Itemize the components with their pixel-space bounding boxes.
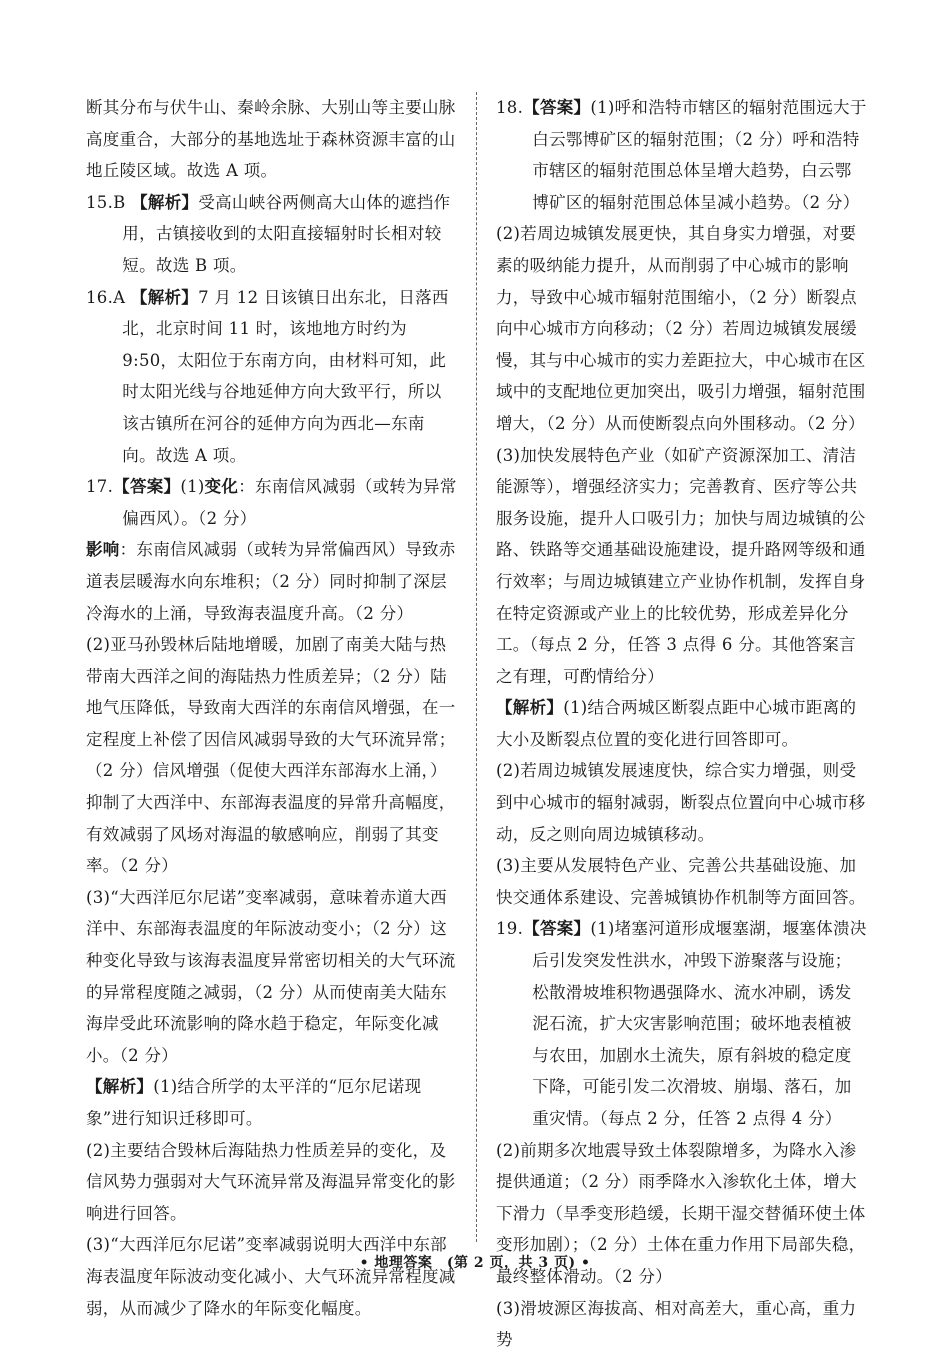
- q19-answer-tag: 【答案】: [523, 919, 591, 939]
- q18-answer-p3: (3)加快发展特色产业（如矿产资源深加工、清洁能源等），增强经济实力；完善教育、医疗等公共服务设施，提升人口吸引力；加快与周边城镇的公路、铁路等交通基础设施建设，提升路网等级和通行效率；与周边城镇建立产业协作机制，发挥自身在特定资源或产业上的比较优势，形成差异化分工。（每点 2 分，任答 3 点得 6 分。其他答案言之有理，可酌情给分）: [496, 445, 866, 686]
- q15-answer: [86, 187, 458, 282]
- q18-p1-text: (1)呼和浩特市辖区的辐射范围远大于白云鄂博矿区的辐射范围；（2 分）呼和浩特市辖区的辐射范围总体呈增大趋势，白云鄂博矿区的辐射范围总体呈减小趋势。（2 分）: [532, 98, 867, 212]
- q16-analysis-tag: 【解析】: [130, 287, 199, 307]
- q17-p2-text: ：东南信风减弱（或转为异常偏西风）导致赤道表层暖海水向东堆积；（2 分）同时抑制了深层冷海水的上涌，导致海表温度升高。（2 分）: [86, 540, 456, 623]
- q18-analysis-p1: [496, 692, 868, 755]
- q17-p1-text: ：东南信风减弱（或转为异常偏西风）。（2 分）: [122, 477, 457, 528]
- q17-number: 17.: [86, 477, 114, 497]
- q18-number: 18.: [496, 98, 524, 117]
- q18-analysis-1: (1)结合两城区断裂点距中心城市距离的大小及断裂点位置的变化进行回答即可。: [496, 698, 857, 749]
- q17-answer-p2: [86, 534, 458, 629]
- q14-continuation: 断其分布与伏牛山、秦岭余脉、大别山等主要山脉高度重合，大部分的基地选址于森林资源丰富的山地丘陵区域。故选 A 项。: [86, 98, 456, 181]
- q18-answer-p1: [496, 92, 868, 218]
- q15-analysis-tag: 【解析】: [131, 192, 199, 212]
- q16-answer: [86, 282, 458, 472]
- q19-p1-text: (1)堵塞河道形成堰塞湖，堰塞体溃决后引发突发性洪水，冲毁下游聚落与设施；松散滑坡堆积物遇强降水、流水冲刷，诱发泥石流，扩大灾害影响范围；破坏地表植被与农田，加剧水土流失，原有斜坡的稳定度下降，可能引发二次滑坡、崩塌、落石，加重灾情。（每点 2 分，任答 2 点得 4 分）: [532, 919, 867, 1128]
- q16-number: 16.A: [86, 287, 131, 307]
- q17-answer-tag: 【答案】: [113, 477, 181, 497]
- q17-analysis-tag: 【解析】: [86, 1077, 154, 1097]
- q17-p1-label: 变化: [204, 477, 239, 497]
- right-column: [496, 92, 868, 1356]
- q18-answer-p2: (2)若周边城镇发展更快，其自身实力增强，对要素的吸纳能力提升，从而削弱了中心城市的影响力，导致中心城市辐射范围缩小，（2 分）断裂点向中心城市方向移动；（2 分）若周边城镇发展缓慢，其与中心城市的实力差距拉大，中心城市在区域中的支配地位更加突出，吸引力增强，辐射范围增大，（2 分）从而使断裂点向外围移动。（2 分）: [496, 224, 866, 433]
- q18-analysis-tag: 【解析】: [496, 698, 564, 718]
- q16-text: 7 月 12 日该镇日出东北，日落西北，北京时间 11 时，该地地方时约为 9:50，太阳位于东南方向，由材料可知，此时太阳光线与谷地延伸方向大致平行，所以该古镇所在河谷的延伸方向为西北—东南向。故选 A 项。: [122, 287, 449, 465]
- left-column: [86, 92, 458, 1324]
- page-footer: • 地理答案 (第 2 页，共 3 页) •: [359, 1255, 591, 1271]
- q19-number: 19.: [496, 919, 524, 939]
- q19-answer-p2: (2)前期多次地震导致土体裂隙增多，为降水入渗提供通道；（2 分）雨季降水入渗软化土体，增大下滑力（旱季变形趋缓，长期干湿交替循环使土体变形加剧）；（2 分）土体在重力作用下局部失稳，最终整体滑动。（2 分）: [496, 1140, 866, 1286]
- q18-analysis-2: (2)若周边城镇发展速度快，综合实力增强，则受到中心城市的辐射减弱，断裂点位置向中心城市移动，反之则向周边城镇移动。: [496, 761, 866, 844]
- q17-analysis-p1: [86, 1071, 458, 1134]
- q18-analysis-3: (3)主要从发展特色产业、完善公共基础设施、加快交通体系建设、完善城镇协作机制等方面回答。: [496, 856, 866, 907]
- q17-analysis-1: (1)结合所学的太平洋的“厄尔尼诺现象”进行知识迁移即可。: [86, 1077, 422, 1128]
- q17-analysis-3: (3)“大西洋厄尔尼诺”变率减弱说明大西洋中东部海表温度年际波动变化减小、大气环流异常程度减弱，从而减少了降水的年际变化幅度。: [86, 1235, 456, 1318]
- q17-answer-p1: [86, 471, 458, 534]
- q15-text: 受高山峡谷两侧高大山体的遮挡作用，古镇接收到的太阳直接辐射时长相对较短。故选 B 项。: [122, 192, 451, 275]
- q17-analysis-2: (2)主要结合毁林后海陆热力性质差异的变化，及信风势力强弱对大气环流异常及海温异常变化的影响进行回答。: [86, 1140, 456, 1223]
- column-divider: [476, 92, 477, 1242]
- q19-answer-p1: [496, 913, 868, 1134]
- q17-p1-index: (1): [180, 477, 205, 497]
- q19-answer-p3: (3)滑坡源区海拔高、相对高差大，重心高，重力势: [496, 1298, 857, 1350]
- q17-answer-p4: (3)“大西洋厄尔尼诺”变率减弱，意味着赤道大西洋中、东部海表温度的年际波动变小；（2 分）这种变化导致与该海表温度异常密切相关的大气环流的异常程度随之减弱，（2 分）从而使南美大陆东海岸受此环流影响的降水趋于稳定，年际变化减小。（2 分）: [86, 887, 456, 1065]
- q17-p2-label: 影响: [86, 540, 120, 560]
- q17-answer-p3: (2)亚马孙毁林后陆地增暖，加剧了南美大陆与热带南大西洋之间的海陆热力性质差异；（2 分）陆地气压降低，导致南大西洋的东南信风增强，在一定程度上补偿了因信风减弱导致的大气环流异常；（2 分）信风增强（促使大西洋东部海水上涌，）抑制了大西洋中、东部海表温度的异常升高幅度，有效减弱了风场对海温的敏感响应，削弱了其变率。（2 分）: [86, 635, 456, 876]
- q18-answer-tag: 【答案】: [523, 98, 591, 117]
- q15-number: 15.B: [86, 192, 132, 212]
